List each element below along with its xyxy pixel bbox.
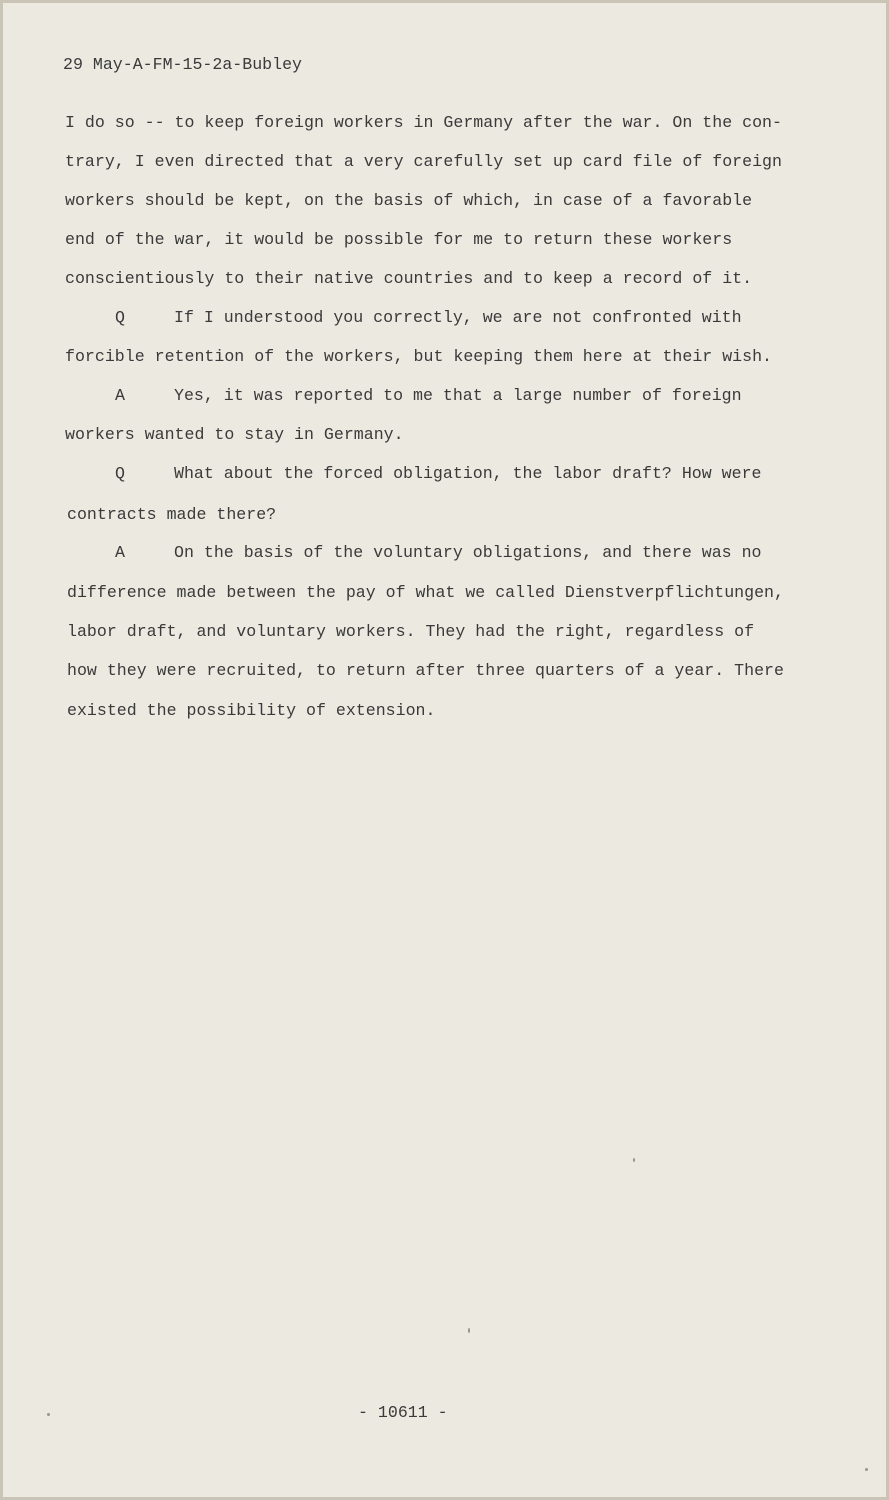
- text-line: labor draft, and voluntary workers. They had the right, regardless of: [67, 622, 755, 641]
- speaker-label: A: [115, 386, 125, 405]
- text-line: end of the war, it would be possible for me to return these workers: [65, 230, 733, 249]
- text-line: Yes, it was reported to me that a large number of foreign: [174, 386, 742, 405]
- speaker-label: A: [115, 543, 125, 562]
- text-line: trary, I even directed that a very carefully set up card file of foreign: [65, 152, 782, 171]
- text-line: If I understood you correctly, we are not confronted with: [174, 308, 742, 327]
- text-line: workers should be kept, on the basis of which, in case of a favorable: [65, 191, 753, 210]
- speaker-label: Q: [115, 308, 125, 327]
- text-line: What about the forced obligation, the labor draft? How were: [174, 464, 762, 483]
- text-line: On the basis of the voluntary obligations, and there was no: [174, 543, 762, 562]
- document-header: 29 May-A-FM-15-2a-Bubley: [63, 55, 302, 74]
- text-line: forcible retention of the workers, but keeping them here at their wish.: [65, 347, 773, 366]
- paper-speck: [47, 1413, 50, 1416]
- text-line: I do so -- to keep foreign workers in Germany after the war. On the con-: [65, 113, 782, 132]
- text-line: conscientiously to their native countries and to keep a record of it.: [65, 269, 753, 288]
- speaker-label: Q: [115, 464, 125, 483]
- text-line: contracts made there?: [67, 505, 277, 524]
- text-line: workers wanted to stay in Germany.: [65, 425, 404, 444]
- page-number: - 10611 -: [358, 1403, 448, 1422]
- text-line: existed the possibility of extension.: [67, 701, 436, 720]
- text-line: difference made between the pay of what we called Dienstverpflichtungen,: [67, 583, 784, 602]
- paper-speck: [865, 1468, 868, 1471]
- paper-speck: [633, 1158, 635, 1162]
- paper-speck: [468, 1328, 470, 1333]
- text-line: how they were recruited, to return after three quarters of a year. There: [67, 661, 784, 680]
